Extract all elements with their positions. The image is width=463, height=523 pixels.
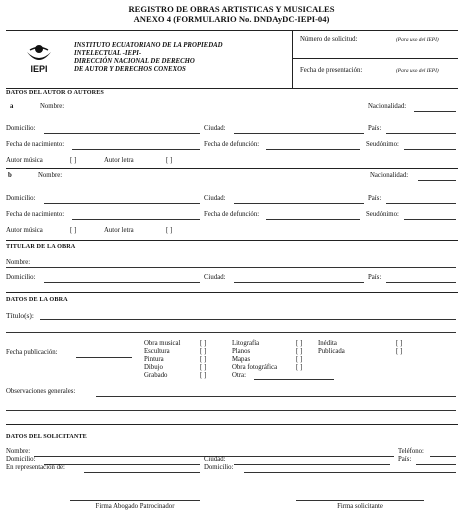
observations-field[interactable] xyxy=(96,396,456,397)
checkbox-escultura[interactable]: [ ] xyxy=(200,348,207,355)
applicant-country-label: País: xyxy=(398,456,412,463)
representation-field[interactable] xyxy=(84,472,200,473)
logo xyxy=(24,42,54,76)
checkbox-publicada[interactable]: [ ] xyxy=(396,348,403,355)
author-b-nationality-label: Nacionalidad: xyxy=(370,172,409,179)
author-a-name-label: Nombre: xyxy=(40,103,65,110)
type-mapas: Mapas xyxy=(232,356,251,363)
obra-title-field-2[interactable] xyxy=(6,332,456,333)
header-mid-border xyxy=(292,58,458,59)
lawyer-signature-line[interactable] xyxy=(70,500,200,501)
checkbox-litografia[interactable]: [ ] xyxy=(296,340,303,347)
lawyer-signature-label: Firma Abogado Patrocinador xyxy=(95,503,175,510)
checkbox-planos[interactable]: [ ] xyxy=(296,348,303,355)
author-a-letter: a xyxy=(10,103,14,110)
representation-label: En representación de: xyxy=(6,464,65,471)
author-b-address-field[interactable] xyxy=(44,203,200,204)
applicant-signature-line[interactable] xyxy=(296,500,424,501)
titular-city-label: Ciudad: xyxy=(204,274,226,281)
type-planos: Planos xyxy=(232,348,251,355)
author-b-birth-field[interactable] xyxy=(72,219,200,220)
applicant-phone-field[interactable] xyxy=(430,456,456,457)
type-litografia: Litografía xyxy=(232,340,260,347)
author-a-city-label: Ciudad: xyxy=(204,125,226,132)
author-b-music-label: Autor música xyxy=(6,227,43,234)
titular-address-field[interactable] xyxy=(44,282,200,283)
author-a-country-field[interactable] xyxy=(386,133,456,134)
form-subtitle: ANEXO 4 (FORMULARIO No. DNDAyDC-IEPI-04) xyxy=(133,14,330,24)
type-obra-fotografica: Obra fotográfica xyxy=(232,364,278,371)
authors-section-title: DATOS DEL AUTOR O AUTORES xyxy=(6,89,104,96)
publication-date-field[interactable] xyxy=(76,357,132,358)
author-a-birth-label: Fecha de nacimiento: xyxy=(6,141,65,148)
applicant-address-field[interactable] xyxy=(44,464,200,465)
type-inedita: Inédita xyxy=(318,340,337,347)
representation-address-field[interactable] xyxy=(244,472,456,473)
author-a-music-label: Autor música xyxy=(6,157,43,164)
institute-line-2: INTELECTUAL -IEPI- xyxy=(74,50,142,57)
checkbox-inedita[interactable]: [ ] xyxy=(396,340,403,347)
institute-line-1: INSTITUTO ECUATORIANO DE LA PROPIEDAD xyxy=(74,42,223,49)
type-publicada: Publicada xyxy=(318,348,345,355)
type-pintura: Pintura xyxy=(144,356,164,363)
author-a-city-field[interactable] xyxy=(234,133,364,134)
author-b-music-checkbox[interactable]: [ ] xyxy=(70,227,77,234)
author-a-pseudonym-field[interactable] xyxy=(404,149,456,150)
author-b-death-field[interactable] xyxy=(266,219,360,220)
applicant-name-label: Nombre: xyxy=(6,448,31,455)
observations-label: Observaciones generales: xyxy=(6,388,76,395)
author-a-lyrics-label: Autor letra xyxy=(104,157,134,164)
institute-line-4: DE AUTOR Y DERECHOS CONEXOS xyxy=(74,66,186,73)
checkbox-mapas[interactable]: [ ] xyxy=(296,356,303,363)
author-a-address-label: Domicilio: xyxy=(6,125,36,132)
titular-name-label: Nombre: xyxy=(6,259,31,266)
observations-field-2[interactable] xyxy=(6,410,456,411)
publication-date-label: Fecha publicación: xyxy=(6,349,58,356)
author-a-nationality-field[interactable] xyxy=(414,111,456,112)
header-divider xyxy=(292,30,293,88)
author-b-death-label: Fecha de defunción: xyxy=(204,211,260,218)
author-b-name-label: Nombre: xyxy=(38,172,63,179)
author-b-city-label: Ciudad: xyxy=(204,195,226,202)
author-a-lyrics-checkbox[interactable]: [ ] xyxy=(166,157,173,164)
solicitante-section-title: DATOS DEL SOLICITANTE xyxy=(6,433,87,440)
obra-top-border xyxy=(6,292,458,293)
checkbox-dibujo[interactable]: [ ] xyxy=(200,364,207,371)
titular-top-border xyxy=(6,240,458,241)
author-b-city-field[interactable] xyxy=(234,203,364,204)
request-number-label: Número de solicitud: xyxy=(300,36,358,43)
author-b-lyrics-label: Autor letra xyxy=(104,227,134,234)
author-a-country-label: País: xyxy=(368,125,382,132)
author-a-death-label: Fecha de defunción: xyxy=(204,141,260,148)
request-number-note: (Para uso del IEPI) xyxy=(396,37,439,43)
author-b-pseudonym-field[interactable] xyxy=(404,219,456,220)
representation-address-label: Domicilio: xyxy=(204,464,234,471)
header-top-border xyxy=(6,30,458,31)
obra-title-label: Título(s): xyxy=(6,311,34,320)
type-escultura: Escultura xyxy=(144,348,170,355)
checkbox-grabado[interactable]: [ ] xyxy=(200,372,207,379)
applicant-phone-label: Teléfono: xyxy=(398,448,424,455)
applicant-city-label: Ciudad: xyxy=(204,456,226,463)
form-title: REGISTRO DE OBRAS ARTISTICAS Y MUSICALES xyxy=(128,4,335,14)
type-otra: Otra: xyxy=(232,372,246,379)
iepi-logo-icon xyxy=(24,42,54,66)
checkbox-obra-fotografica[interactable]: [ ] xyxy=(296,364,303,371)
author-b-country-field[interactable] xyxy=(386,203,456,204)
logo-text: IEPI xyxy=(30,64,48,74)
author-a-music-checkbox[interactable]: [ ] xyxy=(70,157,77,164)
titular-address-label: Domicilio: xyxy=(6,274,36,281)
presentation-date-note: (Para uso del IEPI) xyxy=(396,68,439,74)
checkbox-obra-musical[interactable]: [ ] xyxy=(200,340,207,347)
type-grabado: Grabado xyxy=(144,372,168,379)
author-b-country-label: País: xyxy=(368,195,382,202)
applicant-address-label: Domicilio: xyxy=(6,456,36,463)
presentation-date-label: Fecha de presentación: xyxy=(300,67,363,74)
applicant-signature-label: Firma solicitante xyxy=(337,503,383,510)
author-a-nationality-label: Nacionalidad: xyxy=(368,103,407,110)
author-b-address-label: Domicilio: xyxy=(6,195,36,202)
type-obra-musical: Obra musical xyxy=(144,340,181,347)
checkbox-pintura[interactable]: [ ] xyxy=(200,356,207,363)
titular-city-field[interactable] xyxy=(234,282,364,283)
author-a-birth-field[interactable] xyxy=(72,149,200,150)
solicitante-top-border xyxy=(6,424,458,425)
titular-country-field[interactable] xyxy=(386,282,456,283)
titular-section-title: TITULAR DE LA OBRA xyxy=(6,243,76,250)
titular-country-label: País: xyxy=(368,274,382,281)
author-b-nationality-field[interactable] xyxy=(418,180,456,181)
author-separator xyxy=(6,168,458,169)
otra-field[interactable] xyxy=(254,379,334,380)
author-a-pseudonym-label: Seudónimo: xyxy=(366,141,399,148)
author-b-pseudonym-label: Seudónimo: xyxy=(366,211,399,218)
type-dibujo: Dibujo xyxy=(144,364,163,371)
applicant-city-field[interactable] xyxy=(234,464,390,465)
applicant-country-field[interactable] xyxy=(416,464,456,465)
author-b-birth-label: Fecha de nacimiento: xyxy=(6,211,65,218)
obra-title-field[interactable] xyxy=(40,319,456,320)
author-b-lyrics-checkbox[interactable]: [ ] xyxy=(166,227,173,234)
obra-section-title: DATOS DE LA OBRA xyxy=(6,296,68,303)
institute-line-3: DIRECCIÓN NACIONAL DE DERECHO xyxy=(74,58,195,65)
author-a-address-field[interactable] xyxy=(44,133,200,134)
titular-name-field[interactable] xyxy=(6,267,456,268)
author-a-death-field[interactable] xyxy=(266,149,360,150)
author-b-letter: b xyxy=(8,172,12,179)
